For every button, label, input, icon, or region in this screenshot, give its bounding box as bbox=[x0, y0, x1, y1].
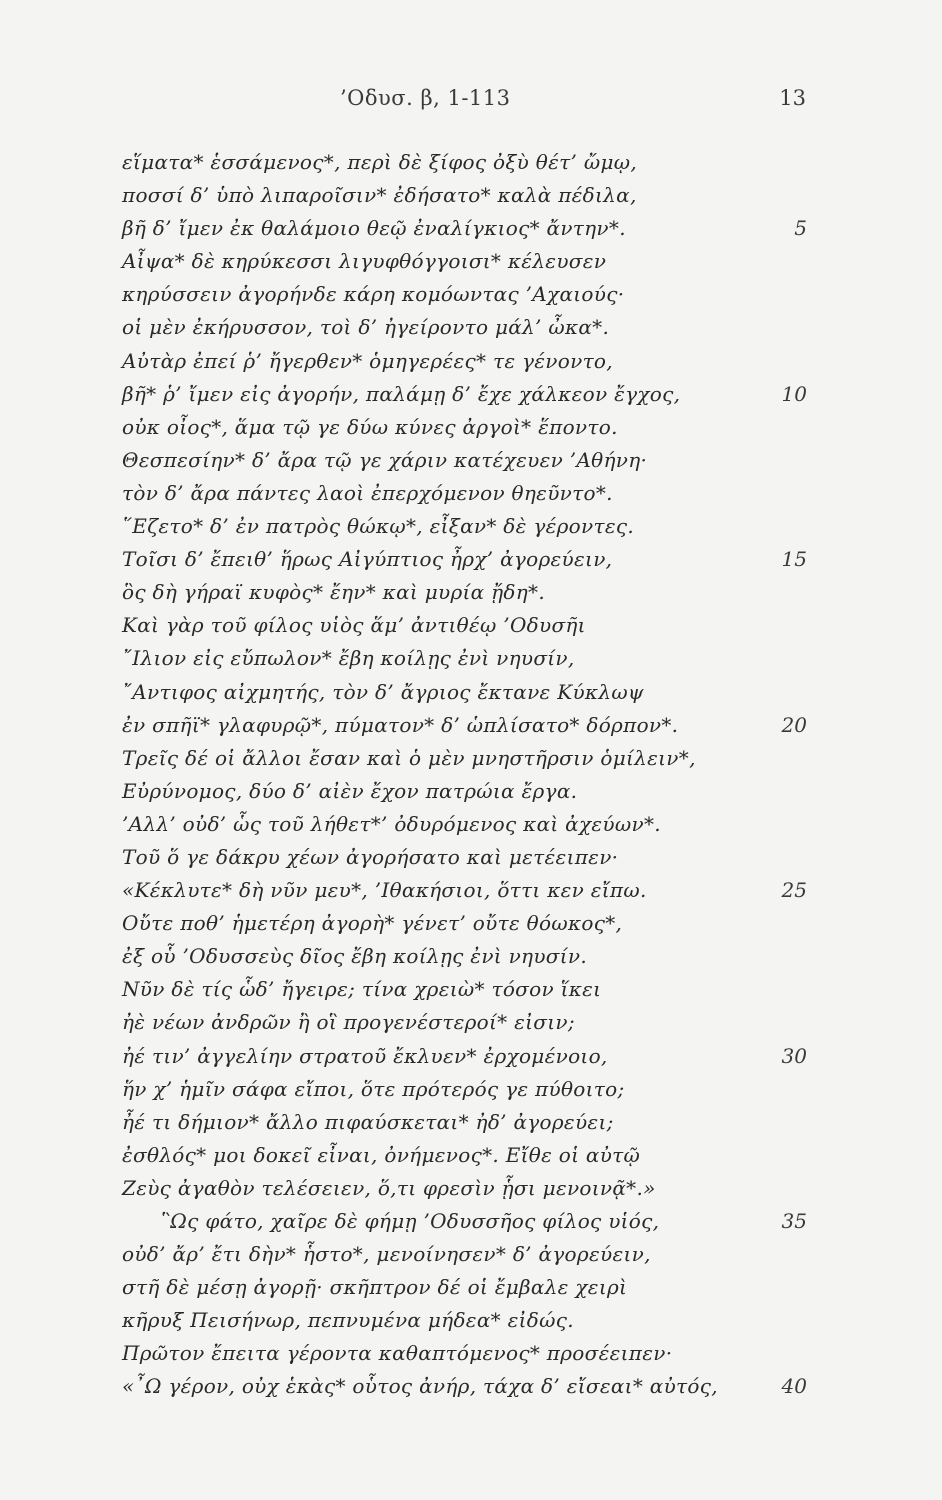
verse-line bbox=[0, 477, 942, 510]
verse-line bbox=[0, 345, 942, 378]
line-number: 35 bbox=[781, 1209, 807, 1233]
verse-text: ἥν χ’ ἡμῖν σάφα εἴποι, ὅτε πρότερός γε πύθοιτο; bbox=[122, 1076, 625, 1101]
verse-text: «Κέκλυτε* δὴ νῦν μευ*, ’Ιθακήσιοι, ὅττι κεν εἴπω. bbox=[122, 878, 647, 903]
verse-line bbox=[0, 808, 942, 841]
verse-text: Τοῦ ὅ γε δάκρυ χέων ἀγορήσατο καὶ μετέειπεν· bbox=[122, 844, 619, 869]
verse-line bbox=[0, 411, 942, 444]
verse-text: ῞Εζετο* δ’ ἐν πατρὸς θώκῳ*, εἶξαν* δὲ γέροντες. bbox=[122, 514, 635, 539]
verse-line bbox=[0, 973, 942, 1006]
verse-text: Θεσπεσίην* δ’ ἄρα τῷ γε χάριν κατέχευεν ’Αθήνη· bbox=[122, 447, 648, 472]
verse-text: ῝Ως φάτο, χαῖρε δὲ φήμῃ ’Οδυσσῆος φίλος υἱός, bbox=[160, 1209, 660, 1233]
verse-text: ἐσθλός* μοι δοκεῖ εἶναι, ὀνήμενος*. Εἴθε οἱ αὐτῷ bbox=[122, 1142, 641, 1167]
verse-line bbox=[0, 146, 942, 179]
verse-line bbox=[0, 245, 942, 278]
verse-text: ἐν σπῆϊ* γλαφυρῷ*, πύματον* δ’ ὡπλίσατο* δόρπον*. bbox=[122, 712, 679, 737]
verse-line bbox=[0, 1106, 942, 1139]
line-number: 10 bbox=[781, 381, 807, 406]
verse-line bbox=[0, 907, 942, 940]
verse-text: οἱ μὲν ἐκήρυσσον, τοὶ δ’ ἠγείροντο μάλ’ ὦκα*. bbox=[122, 315, 610, 340]
verse-line bbox=[0, 841, 942, 874]
verse-line bbox=[0, 709, 942, 742]
verse-line bbox=[0, 1271, 942, 1304]
verse-line bbox=[0, 676, 942, 709]
verse-text: Νῦν δὲ τίς ὧδ’ ἤγειρε; τίνα χρειὼ* τόσον ἵκει bbox=[122, 977, 602, 1002]
verse-line bbox=[0, 1304, 942, 1337]
verse-line bbox=[0, 212, 942, 245]
verse-line bbox=[0, 1073, 942, 1106]
verse-text: οὐδ’ ἄρ’ ἔτι δὴν* ἧστο*, μενοίνησεν* δ’ ἀγορεύειν, bbox=[122, 1242, 651, 1267]
verse-text: Καὶ γὰρ τοῦ φίλος υἱὸς ἅμ’ ἀντιθέῳ ’Οδυσῆι bbox=[122, 613, 586, 638]
verse-block bbox=[0, 146, 942, 1404]
verse-line bbox=[0, 1238, 942, 1271]
verse-line bbox=[0, 1205, 942, 1238]
verse-text: Αἶψα* δὲ κηρύκεσσι λιγυφθόγγοισι* κέλευσεν bbox=[122, 249, 607, 274]
verse-text: ἠὲ νέων ἀνδρῶν ἢ οἳ προγενέστεροί* εἰσιν; bbox=[122, 1010, 575, 1035]
verse-line bbox=[0, 874, 942, 907]
verse-text: κηρύσσειν ἀγορήνδε κάρη κομόωντας ’Αχαιούς· bbox=[122, 282, 625, 307]
verse-line bbox=[0, 940, 942, 973]
line-number: 25 bbox=[781, 878, 807, 903]
verse-line bbox=[0, 378, 942, 411]
verse-line bbox=[0, 1337, 942, 1370]
verse-text: οὐκ οἶος*, ἅμα τῷ γε δύω κύνες ἀργοὶ* ἕποντο. bbox=[122, 414, 618, 439]
verse-line bbox=[0, 609, 942, 642]
verse-line bbox=[0, 1370, 942, 1403]
verse-line bbox=[0, 1172, 942, 1205]
verse-line bbox=[0, 311, 942, 344]
verse-text: τὸν δ’ ἄρα πάντες λαοὶ ἐπερχόμενον θηεῦντο*. bbox=[122, 480, 613, 505]
verse-text: βῆ* ῥ’ ἴμεν εἰς ἀγορήν, παλάμῃ δ’ ἔχε χάλκεον ἔγχος, bbox=[122, 381, 681, 406]
verse-line bbox=[0, 543, 942, 576]
verse-text: Πρῶτον ἔπειτα γέροντα καθαπτόμενος* προσέειπεν· bbox=[122, 1341, 673, 1366]
verse-text: ’Αλλ’ οὐδ’ ὧς τοῦ λήθετ*’ ὀδυρόμενος καὶ ἀχεύων*. bbox=[122, 811, 661, 836]
verse-text: Αὐτὰρ ἐπεί ῥ’ ἤγερθεν* ὁμηγερέες* τε γένοντο, bbox=[122, 348, 613, 373]
verse-line bbox=[0, 1040, 942, 1073]
verse-line bbox=[0, 444, 942, 477]
line-number: 15 bbox=[781, 547, 807, 572]
line-number: 40 bbox=[781, 1374, 807, 1399]
verse-text: ἠέ τιν’ ἀγγελίην στρατοῦ ἔκλυεν* ἐρχομένοιο, bbox=[122, 1043, 608, 1068]
verse-line bbox=[0, 576, 942, 609]
verse-line bbox=[0, 278, 942, 311]
verse-text: Εὐρύνομος, δύο δ’ αἰὲν ἔχον πατρώια ἔργα. bbox=[122, 778, 578, 803]
verse-text: ῎Αντιφος αἰχμητής, τὸν δ’ ἄγριος ἔκτανε Κύκλωψ bbox=[122, 679, 644, 704]
line-number: 30 bbox=[781, 1043, 807, 1068]
verse-text: ἐξ οὗ ’Οδυσσεὺς δῖος ἔβη κοίλῃς ἐνὶ νηυσίν. bbox=[122, 944, 587, 969]
verse-line bbox=[0, 1006, 942, 1039]
line-number: 20 bbox=[781, 712, 807, 737]
verse-line bbox=[0, 742, 942, 775]
verse-text: βῆ δ’ ἴμεν ἐκ θαλάμοιο θεῷ ἐναλίγκιος* ἄντην*. bbox=[122, 216, 626, 241]
verse-line bbox=[0, 1139, 942, 1172]
verse-line bbox=[0, 642, 942, 675]
verse-line bbox=[0, 510, 942, 543]
line-number: 5 bbox=[794, 216, 807, 241]
page-number: 13 bbox=[779, 86, 806, 110]
verse-text: Ζεὺς ἀγαθὸν τελέσειεν, ὅ,τι φρεσὶν ᾗσι μενοινᾷ*.» bbox=[122, 1175, 656, 1200]
verse-line bbox=[0, 775, 942, 808]
verse-line bbox=[0, 179, 942, 212]
verse-text: Τοῖσι δ’ ἔπειθ’ ἥρως Αἰγύπτιος ἦρχ’ ἀγορεύειν, bbox=[122, 547, 613, 572]
running-head bbox=[0, 86, 942, 118]
verse-text: ποσσί δ’ ὑπὸ λιπαροῖσιν* ἐδήσατο* καλὰ πέδιλα, bbox=[122, 183, 637, 208]
verse-text: Οὔτε ποθ’ ἡμετέρη ἀγορὴ* γένετ’ οὔτε θόωκος*, bbox=[122, 911, 623, 936]
verse-text: ὃς δὴ γήραϊ κυφὸς* ἔην* καὶ μυρία ᾔδη*. bbox=[122, 580, 545, 605]
verse-text: κῆρυξ Πεισήνωρ, πεπνυμένα μήδεα* εἰδώς. bbox=[122, 1308, 574, 1333]
verse-text: στῆ δὲ μέσῃ ἀγορῇ· σκῆπτρον δέ οἱ ἔμβαλε χειρὶ bbox=[122, 1275, 628, 1300]
running-title: ’Οδυσ. β, 1-113 bbox=[340, 86, 511, 110]
verse-text: Τρεῖς δέ οἱ ἄλλοι ἔσαν καὶ ὁ μὲν μνηστῆρσιν ὁμίλειν*, bbox=[122, 745, 696, 770]
verse-text: εἵματα* ἑσσάμενος*, περὶ δὲ ξίφος ὀξὺ θέτ’ ὤμῳ, bbox=[122, 150, 638, 174]
verse-text: ἦέ τι δήμιον* ἄλλο πιφαύσκεται* ἠδ’ ἀγορεύει; bbox=[122, 1109, 614, 1134]
verse-text: ῎Ιλιον εἰς εὔπωλον* ἔβη κοίλῃς ἐνὶ νηυσίν, bbox=[122, 646, 575, 671]
verse-text: «῏Ω γέρον, οὐχ ἑκὰς* οὗτος ἀνήρ, τάχα δ’ εἴσεαι* αὐτός, bbox=[122, 1374, 718, 1399]
